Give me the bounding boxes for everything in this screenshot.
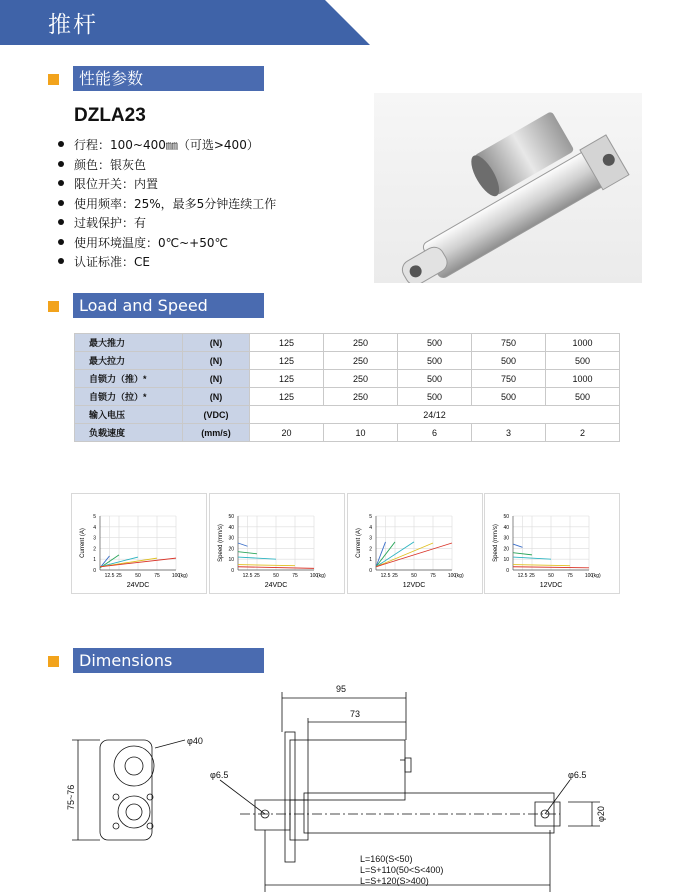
table-cell: 500 xyxy=(398,352,472,370)
chart-title: 24VDC xyxy=(264,582,288,589)
table-cell: 250 xyxy=(324,352,398,370)
spec-item: 使用环境温度：0℃~+50℃ xyxy=(58,234,276,254)
section-marker xyxy=(48,301,59,312)
y-tick-label: 3 xyxy=(369,535,372,542)
dim-length-2: L=S+110(50<S<400) xyxy=(360,865,444,875)
y-tick-label: 0 xyxy=(506,568,509,574)
series-line xyxy=(513,565,570,566)
table-cell: 6 xyxy=(398,424,472,442)
chart-speed-12vdc xyxy=(484,493,620,594)
x-tick-label: 100 xyxy=(309,573,319,579)
table-cell: 3 xyxy=(472,424,546,442)
y-tick-label: 0 xyxy=(231,568,234,574)
table-cell: 20 xyxy=(250,424,324,442)
y-tick-label: 4 xyxy=(369,524,372,531)
y-axis-label: Speed (mm/s) xyxy=(493,524,499,562)
x-tick-label: 50 xyxy=(548,573,554,579)
row-label: 自锁力（拉）* xyxy=(75,388,183,406)
y-tick-label: 1 xyxy=(369,557,372,564)
chart-title: 24VDC xyxy=(126,582,150,589)
table-cell: 10 xyxy=(324,424,398,442)
y-axis-label: Current (A) xyxy=(356,528,362,558)
x-tick-label: 12.5 xyxy=(104,573,115,579)
dim-length-3: L=S+120(S>400) xyxy=(360,876,429,886)
row-label: 负载速度 xyxy=(75,424,183,442)
chart-speed-24vdc xyxy=(209,493,345,594)
section-marker xyxy=(48,656,59,667)
y-tick-label: 3 xyxy=(93,535,96,542)
table-row xyxy=(75,424,620,442)
chart-current-24vdc xyxy=(71,493,207,594)
load-speed-table xyxy=(74,333,620,442)
series-line xyxy=(513,544,523,547)
x-tick-label: 50 xyxy=(135,573,141,579)
side-view-motor xyxy=(290,740,405,800)
x-axis-label: (kg) xyxy=(317,573,326,579)
x-tick-label: 25 xyxy=(116,573,122,579)
row-label: 自锁力（推）* xyxy=(75,370,183,388)
table-cell: 125 xyxy=(250,334,324,352)
table-row xyxy=(75,388,620,406)
side-view-tube xyxy=(304,793,554,833)
y-tick-label: 5 xyxy=(93,514,96,520)
chart-current-12vdc xyxy=(347,493,483,594)
y-tick-label: 5 xyxy=(369,514,372,520)
section-marker xyxy=(48,74,59,85)
table-cell: 500 xyxy=(546,388,620,406)
y-tick-label: 30 xyxy=(228,535,234,542)
table-cell: 1000 xyxy=(546,370,620,388)
y-tick-label: 20 xyxy=(503,546,509,553)
table-cell: 125 xyxy=(250,370,324,388)
y-tick-label: 50 xyxy=(228,514,234,520)
x-tick-label: 12.5 xyxy=(242,573,253,579)
row-label: 最大拉力 xyxy=(75,352,183,370)
row-unit: (N) xyxy=(183,352,250,370)
y-axis-label: Speed (mm/s) xyxy=(218,524,224,562)
table-cell: 1000 xyxy=(546,334,620,352)
y-tick-label: 40 xyxy=(503,524,509,531)
x-tick-label: 12.5 xyxy=(517,573,528,579)
table-cell: 500 xyxy=(398,370,472,388)
dim-length-1: L=160(S<50) xyxy=(360,854,413,864)
y-axis-label: Current (A) xyxy=(80,528,86,558)
x-tick-label: 25 xyxy=(392,573,398,579)
y-tick-label: 0 xyxy=(369,568,372,574)
dim-73: 73 xyxy=(350,709,361,719)
table-cell: 250 xyxy=(324,334,398,352)
end-view-outline xyxy=(100,740,152,840)
spec-list xyxy=(58,136,276,273)
dim-phi40: φ40 xyxy=(187,736,203,746)
y-tick-label: 1 xyxy=(93,557,96,564)
row-unit: (N) xyxy=(183,334,250,352)
x-tick-label: 75 xyxy=(567,573,573,579)
table-cell: 750 xyxy=(472,334,546,352)
dimension-drawing xyxy=(60,680,620,893)
chart-title: 12VDC xyxy=(539,582,563,589)
x-tick-label: 100 xyxy=(171,573,181,579)
row-unit: (N) xyxy=(183,388,250,406)
y-tick-label: 10 xyxy=(228,557,234,564)
spec-item: 限位开关：内置 xyxy=(58,175,276,195)
x-tick-label: 12.5 xyxy=(380,573,391,579)
dim-75-76: 75~76 xyxy=(66,784,76,810)
model-name: DZLA23 xyxy=(74,105,146,126)
row-label: 最大推力 xyxy=(75,334,183,352)
dim-phi20: φ20 xyxy=(596,806,606,822)
product-image xyxy=(374,93,642,283)
x-tick-label: 100 xyxy=(447,573,457,579)
series-line xyxy=(513,567,589,568)
dim-95: 95 xyxy=(336,684,347,694)
table-row xyxy=(75,352,620,370)
row-unit: (N) xyxy=(183,370,250,388)
x-tick-label: 75 xyxy=(292,573,298,579)
y-tick-label: 20 xyxy=(228,546,234,553)
x-tick-label: 25 xyxy=(529,573,535,579)
table-cell: 500 xyxy=(472,388,546,406)
table-cell: 250 xyxy=(324,388,398,406)
series-line xyxy=(238,543,248,546)
dim-phi6-5-left: φ6.5 xyxy=(210,770,229,780)
spec-item: 使用频率：25%，最多5分钟连续工作 xyxy=(58,195,276,215)
spec-item: 认证标准：CE xyxy=(58,253,276,273)
x-tick-label: 75 xyxy=(154,573,160,579)
x-axis-label: (kg) xyxy=(179,573,188,579)
x-tick-label: 50 xyxy=(411,573,417,579)
y-tick-label: 40 xyxy=(228,524,234,531)
table-cell: 750 xyxy=(472,370,546,388)
y-tick-label: 2 xyxy=(93,546,96,553)
table-cell: 500 xyxy=(546,352,620,370)
table-cell: 500 xyxy=(472,352,546,370)
table-cell: 250 xyxy=(324,370,398,388)
row-label: 输入电压 xyxy=(75,406,183,424)
x-tick-label: 75 xyxy=(430,573,436,579)
chart-title: 12VDC xyxy=(402,582,426,589)
page-title: 推杆 xyxy=(48,12,98,38)
table-cell: 500 xyxy=(398,388,472,406)
y-tick-label: 50 xyxy=(503,514,509,520)
table-cell: 500 xyxy=(398,334,472,352)
spec-item: 行程：100~400㎜（可选>400） xyxy=(58,136,276,156)
y-tick-label: 0 xyxy=(93,568,96,574)
x-axis-label: (kg) xyxy=(592,573,601,579)
x-axis-label: (kg) xyxy=(455,573,464,579)
dim-phi6-5-right: φ6.5 xyxy=(568,770,587,780)
x-tick-label: 100 xyxy=(584,573,594,579)
section-title-load-speed: Load and Speed xyxy=(73,293,264,318)
spec-item: 颜色：银灰色 xyxy=(58,156,276,176)
table-cell: 125 xyxy=(250,388,324,406)
table-row xyxy=(75,406,620,424)
end-view-motor-circle xyxy=(114,746,154,786)
section-title-performance: 性能参数 xyxy=(73,66,264,91)
section-title-dimensions: Dimensions xyxy=(73,648,264,673)
x-tick-label: 50 xyxy=(273,573,279,579)
x-tick-label: 25 xyxy=(254,573,260,579)
y-tick-label: 4 xyxy=(93,524,96,531)
series-line xyxy=(238,565,295,566)
table-row xyxy=(75,334,620,352)
y-tick-label: 30 xyxy=(503,535,509,542)
table-cell: 125 xyxy=(250,352,324,370)
y-tick-label: 2 xyxy=(369,546,372,553)
table-row xyxy=(75,370,620,388)
row-unit: (mm/s) xyxy=(183,424,250,442)
spec-item: 过载保护：有 xyxy=(58,214,276,234)
table-cell: 24/12 xyxy=(250,406,620,424)
table-cell: 2 xyxy=(546,424,620,442)
row-unit: (VDC) xyxy=(183,406,250,424)
y-tick-label: 10 xyxy=(503,557,509,564)
